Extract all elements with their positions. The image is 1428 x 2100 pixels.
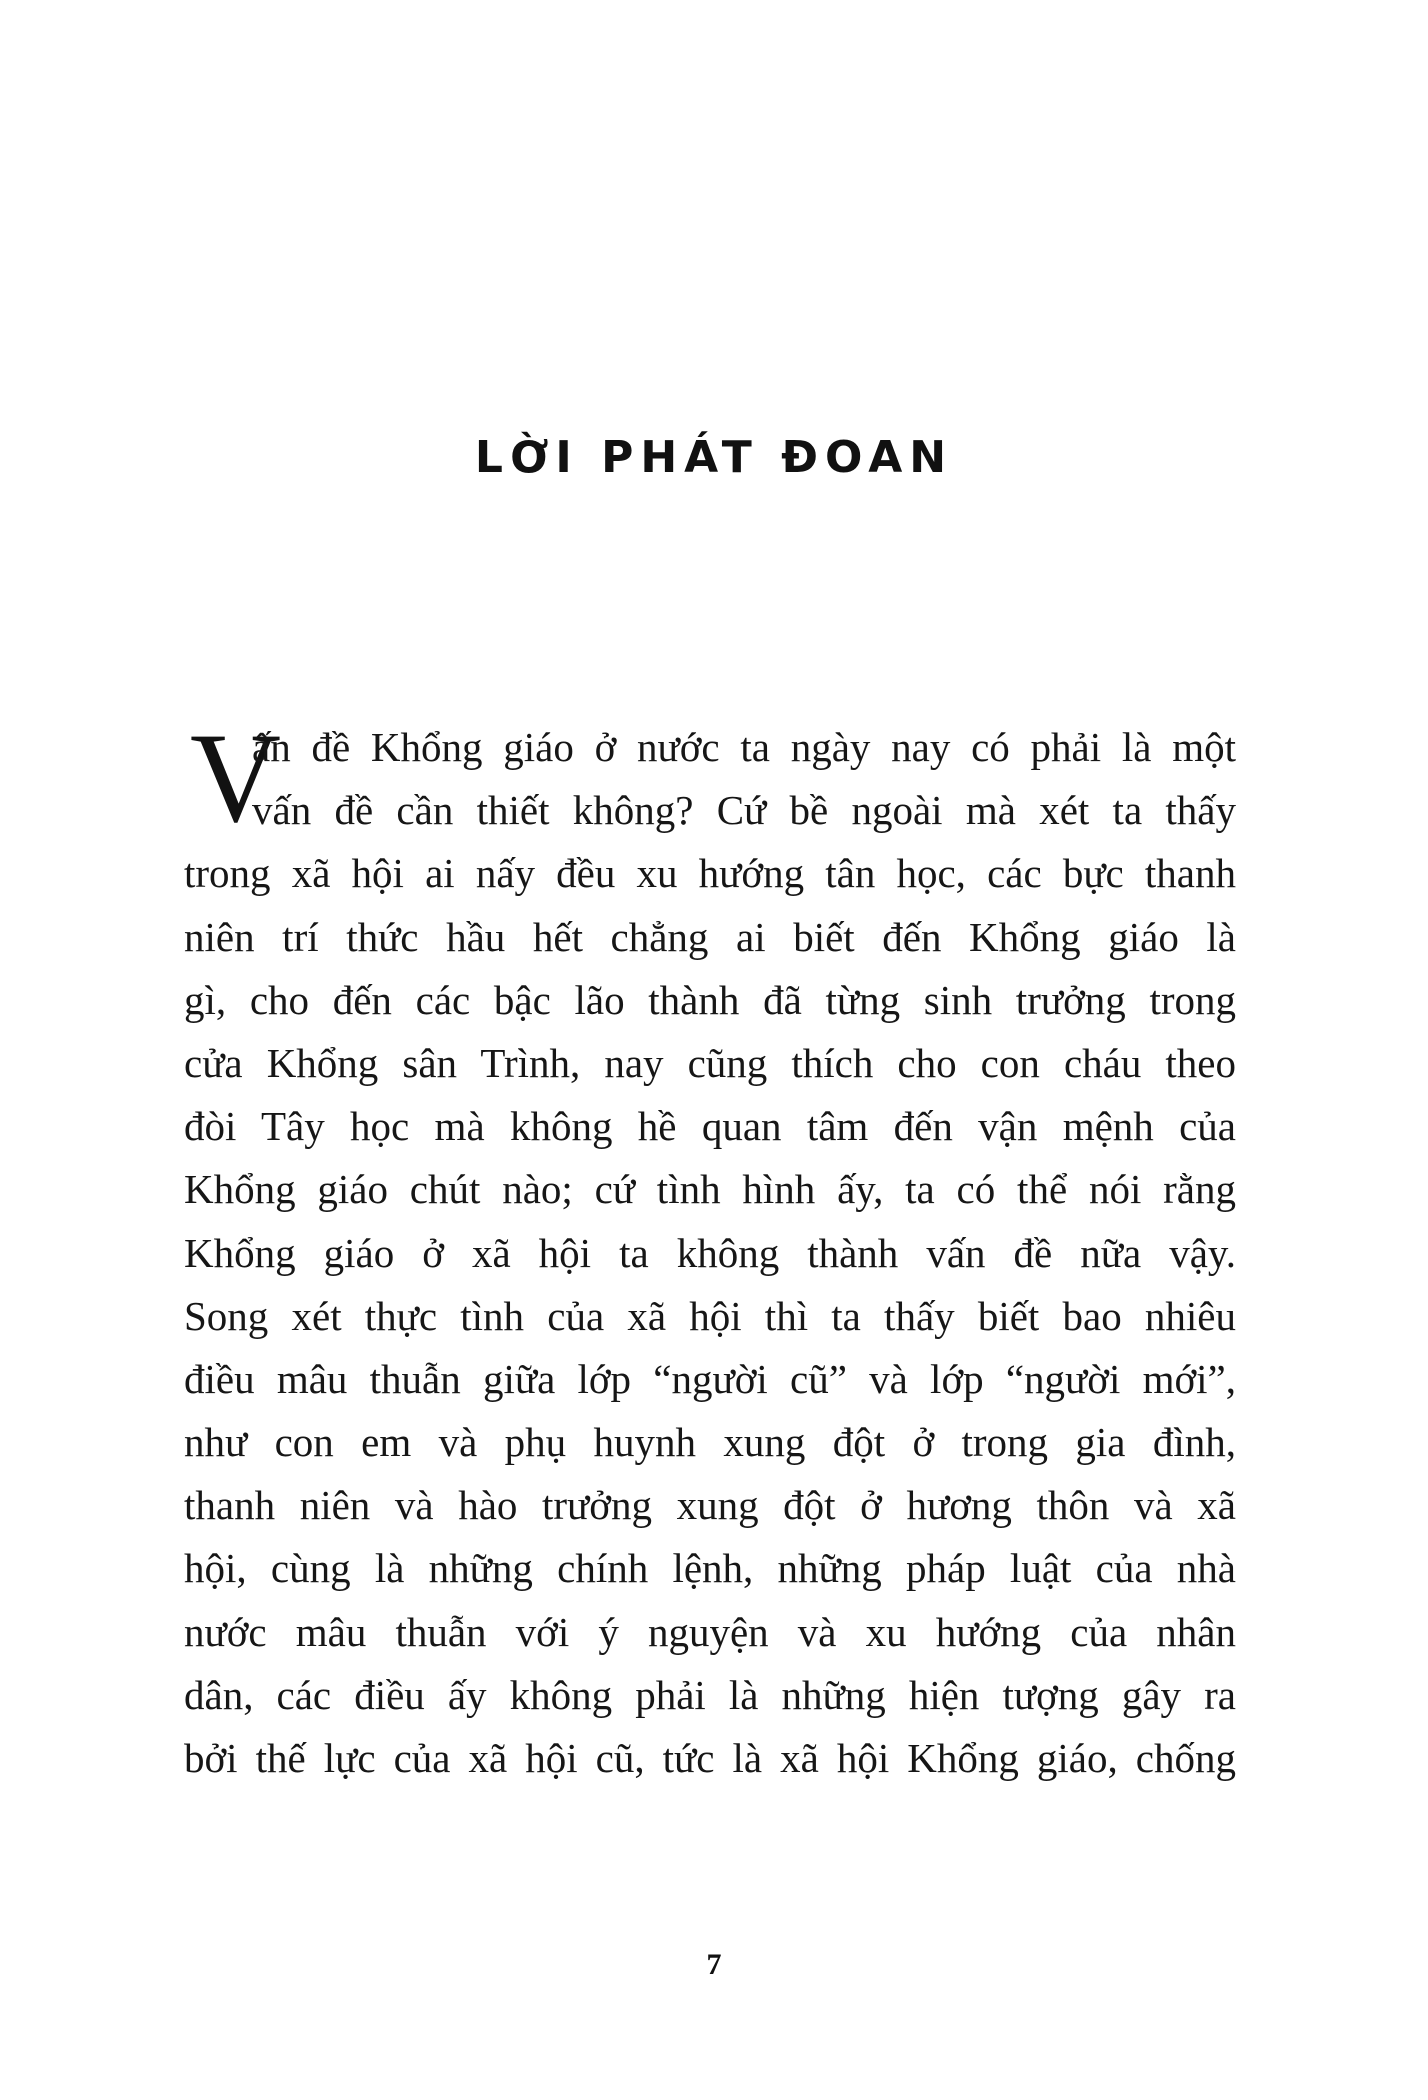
text-line: hội, cùng là những chính lệnh, những pháp luật của nhà (184, 1545, 1236, 1592)
page-number: 7 (706, 1948, 722, 1981)
text-line: vấn đề cần thiết không? Cứ bề ngoài mà xét ta thấy (252, 787, 1236, 834)
text-line: bởi thế lực của xã hội cũ, tức là xã hội Khổng giáo, chống (184, 1735, 1236, 1781)
text-line: điều mâu thuẫn giữa lớp “người cũ” và lớp “người mới”, (184, 1355, 1236, 1402)
text-line: gì, cho đến các bậc lão thành đã từng sinh trưởng trong (184, 976, 1236, 1023)
text-line: đòi Tây học mà không hề quan tâm đến vận mệnh của (184, 1103, 1236, 1150)
text-line: ấn đề Khổng giáo ở nước ta ngày nay có phải là một (252, 724, 1236, 770)
text-line: Khổng giáo chút nào; cứ tình hình ấy, ta có thể nói rằng (184, 1166, 1236, 1213)
text-line: dân, các điều ấy không phải là những hiện tượng gây ra (184, 1671, 1236, 1718)
body-paragraph (184, 707, 1236, 1790)
text-line: trong xã hội ai nấy đều xu hướng tân học, các bực thanh (184, 850, 1236, 897)
text-line: cửa Khổng sân Trình, nay cũng thích cho con cháu theo (184, 1039, 1236, 1086)
chapter-title: LỜI PHÁT ĐOAN (474, 432, 954, 483)
text-line: niên trí thức hầu hết chẳng ai biết đến Khổng giáo là (184, 913, 1236, 960)
text-line: thanh niên và hào trưởng xung đột ở hương thôn và xã (184, 1482, 1236, 1529)
text-line: Song xét thực tình của xã hội thì ta thấy biết bao nhiêu (184, 1292, 1236, 1339)
text-line: nước mâu thuẫn với ý nguyện và xu hướng của nhân (184, 1608, 1236, 1655)
text-line: Khổng giáo ở xã hội ta không thành vấn đề nữa vậy. (184, 1229, 1236, 1276)
drop-cap-letter: V (190, 707, 281, 850)
text-line: như con em và phụ huynh xung đột ở trong gia đình, (184, 1419, 1236, 1466)
